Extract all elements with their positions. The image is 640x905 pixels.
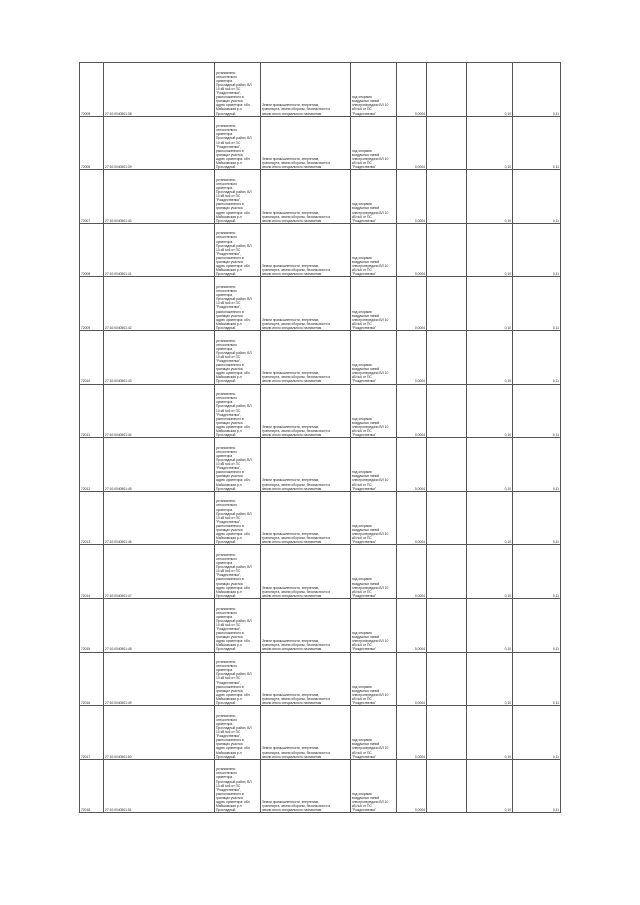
cadastral-number: 27:10:0040501:42 <box>104 277 215 331</box>
permitted-use: под опорами воздушных линий электропередачи ВЛ 10 кВ №6 от ПС "Рождественка" <box>351 63 397 117</box>
cadastral-number: 27:10:0040501:39 <box>104 116 215 170</box>
land-category: Земли промышленности, энергетики, транспорта, земли обороны, безопасности и земли иного специального назначения <box>261 277 351 331</box>
area-value: 0,0004 <box>397 652 427 706</box>
row-number: 72014 <box>80 545 104 599</box>
permitted-use: под опорами воздушных линий электропередачи ВЛ 10 кВ №6 от ПС "Рождественка" <box>351 116 397 170</box>
area-value: 0,0004 <box>397 706 427 760</box>
share-value: 0,11 <box>513 652 561 706</box>
permitted-use: под опорами воздушных линий электропередачи ВЛ 10 кВ №6 от ПС "Рождественка" <box>351 277 397 331</box>
permitted-use: под опорами воздушных линий электропередачи ВЛ 10 кВ №6 от ПС "Рождественка" <box>351 223 397 277</box>
share-value: 0,11 <box>513 491 561 545</box>
cadastral-number: 27:10:0040501:44 <box>104 384 215 438</box>
area-value: 0,0004 <box>397 223 427 277</box>
cadastral-number: 27:10:0040501:49 <box>104 652 215 706</box>
table-row <box>80 116 561 170</box>
permitted-use: под опорами воздушных линий электропередачи ВЛ 10 кВ №6 от ПС "Рождественка" <box>351 491 397 545</box>
permitted-use: под опорами воздушных линий электропередачи ВЛ 10 кВ №6 от ПС "Рождественка" <box>351 438 397 492</box>
land-category: Земли промышленности, энергетики, транспорта, земли обороны, безопасности и земли иного специального назначения <box>261 330 351 384</box>
empty-cell <box>427 116 467 170</box>
land-category: Земли промышленности, энергетики, транспорта, земли обороны, безопасности и земли иного специального назначения <box>261 384 351 438</box>
share-value: 0,11 <box>513 384 561 438</box>
location-description <box>215 545 261 599</box>
coefficient-value: 0,10 <box>467 116 513 170</box>
empty-cell <box>427 223 467 277</box>
coefficient-value: 0,10 <box>467 277 513 331</box>
share-value: 0,11 <box>513 330 561 384</box>
share-value: 0,11 <box>513 116 561 170</box>
empty-cell <box>427 491 467 545</box>
empty-cell <box>427 652 467 706</box>
coefficient-value: 0,10 <box>467 759 513 813</box>
row-number: 72010 <box>80 330 104 384</box>
row-number: 72017 <box>80 706 104 760</box>
location-description-text: установлено относительно ориентира Прохладный район, ВЛ 10 кВ №6 от ПС "Рождественка", расположенного в границах участка адрес ориентира: обл. Майсковская р-н Прохладный <box>216 284 252 330</box>
location-description <box>215 116 261 170</box>
coefficient-value: 0,10 <box>467 491 513 545</box>
table-row <box>80 491 561 545</box>
table-row <box>80 598 561 652</box>
table-row <box>80 223 561 277</box>
share-value: 0,11 <box>513 63 561 117</box>
permitted-use: под опорами воздушных линий электропередачи ВЛ 10 кВ №6 от ПС "Рождественка" <box>351 706 397 760</box>
area-value: 0,0004 <box>397 438 427 492</box>
row-number: 72007 <box>80 170 104 224</box>
area-value: 0,0004 <box>397 116 427 170</box>
empty-cell <box>427 277 467 331</box>
location-description-text: установлено относительно ориентира Прохладный район, ВЛ 10 кВ №6 от ПС "Рождественка", расположенного в границах участка адрес ориентира: обл. Майсковская р-н Прохладный <box>216 177 252 223</box>
area-value: 0,0004 <box>397 545 427 599</box>
area-value: 0,0004 <box>397 330 427 384</box>
cadastral-number: 27:10:0040501:38 <box>104 63 215 117</box>
permitted-use: под опорами воздушных линий электропередачи ВЛ 10 кВ №6 от ПС "Рождественка" <box>351 598 397 652</box>
empty-cell <box>427 170 467 224</box>
cadastral-number: 27:10:0040501:47 <box>104 545 215 599</box>
cadastral-number: 27:10:0040501:48 <box>104 598 215 652</box>
area-value: 0,0004 <box>397 491 427 545</box>
row-number: 72005 <box>80 63 104 117</box>
share-value: 0,11 <box>513 277 561 331</box>
coefficient-value: 0,10 <box>467 438 513 492</box>
permitted-use: под опорами воздушных линий электропередачи ВЛ 10 кВ №6 от ПС "Рождественка" <box>351 759 397 813</box>
location-description <box>215 223 261 277</box>
area-value: 0,0004 <box>397 384 427 438</box>
table-row <box>80 63 561 117</box>
share-value: 0,11 <box>513 438 561 492</box>
row-number: 72006 <box>80 116 104 170</box>
location-description <box>215 277 261 331</box>
location-description <box>215 491 261 545</box>
row-number: 72009 <box>80 277 104 331</box>
area-value: 0,0004 <box>397 277 427 331</box>
location-description <box>215 652 261 706</box>
location-description-text: установлено относительно ориентира Прохладный район, ВЛ 10 кВ №6 от ПС "Рождественка", расположенного в границах участка адрес ориентира: обл. Майсковская р-н Прохладный <box>216 445 252 491</box>
cadastral-number: 27:10:0040501:43 <box>104 330 215 384</box>
share-value: 0,11 <box>513 706 561 760</box>
land-category: Земли промышленности, энергетики, транспорта, земли обороны, безопасности и земли иного специального назначения <box>261 652 351 706</box>
coefficient-value: 0,10 <box>467 170 513 224</box>
empty-cell <box>427 330 467 384</box>
empty-cell <box>427 384 467 438</box>
location-description-text: установлено относительно ориентира Прохладный район, ВЛ 10 кВ №6 от ПС "Рождественка", расположенного в границах участка адрес ориентира: обл. Майсковская р-н Прохладный <box>216 606 252 652</box>
land-category: Земли промышленности, энергетики, транспорта, земли обороны, безопасности и земли иного специального назначения <box>261 63 351 117</box>
empty-cell <box>427 759 467 813</box>
empty-cell <box>427 545 467 599</box>
land-category: Земли промышленности, энергетики, транспорта, земли обороны, безопасности и земли иного специального назначения <box>261 170 351 224</box>
coefficient-value: 0,10 <box>467 652 513 706</box>
land-parcel-table <box>79 62 561 813</box>
row-number: 72012 <box>80 438 104 492</box>
location-description-text: установлено относительно ориентира Прохладный район, ВЛ 10 кВ №6 от ПС "Рождественка", расположенного в границах участка адрес ориентира: обл. Майсковская р-н Прохладный <box>216 338 252 384</box>
land-category: Земли промышленности, энергетики, транспорта, земли обороны, безопасности и земли иного специального назначения <box>261 759 351 813</box>
table-row <box>80 170 561 224</box>
coefficient-value: 0,10 <box>467 384 513 438</box>
land-category: Земли промышленности, энергетики, транспорта, земли обороны, безопасности и земли иного специального назначения <box>261 223 351 277</box>
empty-cell <box>427 598 467 652</box>
location-description <box>215 438 261 492</box>
land-category: Земли промышленности, энергетики, транспорта, земли обороны, безопасности и земли иного специального назначения <box>261 116 351 170</box>
coefficient-value: 0,10 <box>467 706 513 760</box>
coefficient-value: 0,10 <box>467 330 513 384</box>
location-description-text: установлено относительно ориентира Прохладный район, ВЛ 10 кВ №6 от ПС "Рождественка", расположенного в границах участка адрес ориентира: обл. Майсковская р-н Прохладный <box>216 552 252 598</box>
location-description <box>215 170 261 224</box>
permitted-use: под опорами воздушных линий электропередачи ВЛ 10 кВ №6 от ПС "Рождественка" <box>351 170 397 224</box>
table-body <box>80 63 561 813</box>
empty-cell <box>427 438 467 492</box>
land-category: Земли промышленности, энергетики, транспорта, земли обороны, безопасности и земли иного специального назначения <box>261 438 351 492</box>
location-description-text: установлено относительно ориентира Прохладный район, ВЛ 10 кВ №6 от ПС "Рождественка", расположенного в границах участка адрес ориентира: обл. Майсковская р-н Прохладный <box>216 231 252 277</box>
table-row <box>80 438 561 492</box>
land-category: Земли промышленности, энергетики, транспорта, земли обороны, безопасности и земли иного специального назначения <box>261 706 351 760</box>
area-value: 0,0004 <box>397 63 427 117</box>
cadastral-number: 27:10:0040501:46 <box>104 491 215 545</box>
coefficient-value: 0,10 <box>467 63 513 117</box>
location-description <box>215 706 261 760</box>
coefficient-value: 0,10 <box>467 598 513 652</box>
location-description-text: установлено относительно ориентира Прохладный район, ВЛ 10 кВ №6 от ПС "Рождественка", расположенного в границах участка адрес ориентира: обл. Майсковская р-н Прохладный <box>216 767 252 813</box>
location-description <box>215 598 261 652</box>
cadastral-number: 27:10:0040501:50 <box>104 706 215 760</box>
table-row <box>80 706 561 760</box>
share-value: 0,11 <box>513 598 561 652</box>
location-description <box>215 384 261 438</box>
coefficient-value: 0,10 <box>467 545 513 599</box>
table-row <box>80 330 561 384</box>
location-description-text: установлено относительно ориентира Прохладный район, ВЛ 10 кВ №6 от ПС "Рождественка", расположенного в границах участка адрес ориентира: обл. Майсковская р-н Прохладный <box>216 660 252 706</box>
empty-cell <box>427 706 467 760</box>
row-number: 72013 <box>80 491 104 545</box>
location-description-text: установлено относительно ориентира Прохладный район, ВЛ 10 кВ №6 от ПС "Рождественка", расположенного в границах участка адрес ориентира: обл. Майсковская р-н Прохладный <box>216 713 252 759</box>
row-number: 72016 <box>80 652 104 706</box>
empty-cell <box>427 63 467 117</box>
location-description-text: установлено относительно ориентира Прохладный район, ВЛ 10 кВ №6 от ПС "Рождественка", расположенного в границах участка адрес ориентира: обл. Майсковская р-н Прохладный <box>216 124 252 170</box>
location-description-text: установлено относительно ориентира Прохладный район, ВЛ 10 кВ №6 от ПС "Рождественка", расположенного в границах участка адрес ориентира: обл. Майсковская р-н Прохладный <box>216 392 252 438</box>
row-number: 72008 <box>80 223 104 277</box>
row-number: 72011 <box>80 384 104 438</box>
area-value: 0,0004 <box>397 759 427 813</box>
coefficient-value: 0,10 <box>467 223 513 277</box>
table-row <box>80 277 561 331</box>
cadastral-number: 27:10:0040501:51 <box>104 759 215 813</box>
location-description-text: установлено относительно ориентира Прохладный район, ВЛ 10 кВ №6 от ПС "Рождественка", расположенного в границах участка адрес ориентира: обл. Майсковская р-н Прохладный <box>216 70 252 116</box>
table-row <box>80 759 561 813</box>
location-description-text: установлено относительно ориентира Прохладный район, ВЛ 10 кВ №6 от ПС "Рождественка", расположенного в границах участка адрес ориентира: обл. Майсковская р-н Прохладный <box>216 499 252 545</box>
share-value: 0,11 <box>513 223 561 277</box>
permitted-use: под опорами воздушных линий электропередачи ВЛ 10 кВ №6 от ПС "Рождественка" <box>351 384 397 438</box>
table-row <box>80 652 561 706</box>
cadastral-number: 27:10:0040501:45 <box>104 438 215 492</box>
land-category: Земли промышленности, энергетики, транспорта, земли обороны, безопасности и земли иного специального назначения <box>261 491 351 545</box>
table-row <box>80 384 561 438</box>
area-value: 0,0004 <box>397 170 427 224</box>
share-value: 0,11 <box>513 545 561 599</box>
row-number: 72015 <box>80 598 104 652</box>
location-description <box>215 330 261 384</box>
location-description <box>215 63 261 117</box>
share-value: 0,11 <box>513 759 561 813</box>
land-category: Земли промышленности, энергетики, транспорта, земли обороны, безопасности и земли иного специального назначения <box>261 598 351 652</box>
permitted-use: под опорами воздушных линий электропередачи ВЛ 10 кВ №6 от ПС "Рождественка" <box>351 330 397 384</box>
area-value: 0,0004 <box>397 598 427 652</box>
row-number: 72018 <box>80 759 104 813</box>
location-description <box>215 759 261 813</box>
permitted-use: под опорами воздушных линий электропередачи ВЛ 10 кВ №6 от ПС "Рождественка" <box>351 545 397 599</box>
land-category: Земли промышленности, энергетики, транспорта, земли обороны, безопасности и земли иного специального назначения <box>261 545 351 599</box>
permitted-use: под опорами воздушных линий электропередачи ВЛ 10 кВ №6 от ПС "Рождественка" <box>351 652 397 706</box>
cadastral-number: 27:10:0040501:41 <box>104 223 215 277</box>
cadastral-number: 27:10:0040501:40 <box>104 170 215 224</box>
table-row <box>80 545 561 599</box>
share-value: 0,11 <box>513 170 561 224</box>
